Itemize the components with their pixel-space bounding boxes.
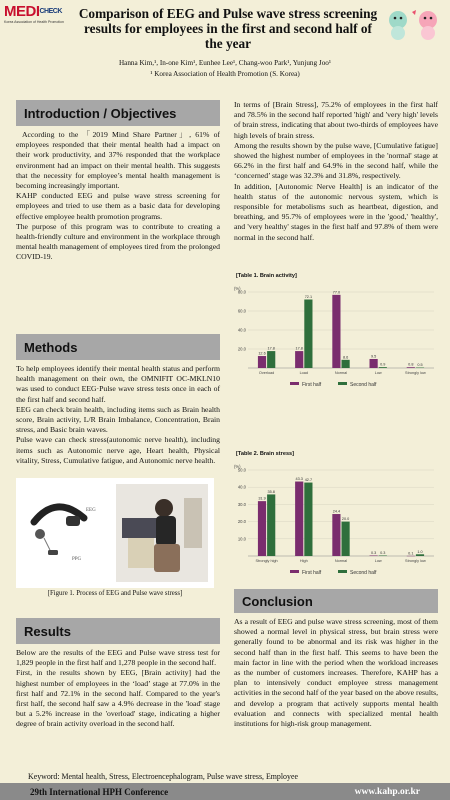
data-label: 0.3 [380,550,386,555]
y-tick-label: 40.0 [237,484,246,490]
bar [304,300,312,368]
data-label: 0.5 [417,363,423,368]
bar [267,494,275,556]
bar [407,367,415,368]
y-tick-label: 20.0 [237,519,246,525]
bar [295,351,303,368]
conference-name: 29th International HPH Conference [30,786,169,797]
bar [258,356,266,368]
affiliation: ¹ Korea Association of Health Promotion (S. Korea) [150,70,300,78]
y-tick-label: 30.0 [237,501,246,507]
data-label: 0.1 [408,551,414,556]
legend-swatch [338,382,347,385]
data-label: 0.3 [370,550,377,555]
legend-swatch [290,570,299,573]
y-tick-label: 40.0 [237,327,246,333]
medicheck-logo: $MEDI^{CHECK}$ Korea Association of Health Promotion [4,3,64,24]
ppg-label: PPG [72,557,82,562]
eeg-label: EEG [86,508,96,513]
poster-title: Comparison of EEG and Pulse wave stress screening results for employees in the first and second half of the year [78,6,378,51]
legend-swatch [338,570,347,573]
bar [370,555,378,556]
headband-device-icon [34,507,84,555]
bar [342,522,350,556]
category-label: Normal [334,559,348,563]
category-label: High [299,559,308,563]
data-label: 24.4 [332,509,341,514]
table2-title: [Table 2. Brain stress] [236,451,295,457]
results-continued-text: In terms of [Brain Stress], 75.2% of employees in the first half and 78.5% in the second half reported 'high' and 'very high' levels of brain stress, indicating that about two-thirds of employees have high levels of brain stress. Among the results shown by the pulse wave, [Cumulative fatigue] showed the highest number of employees in the 'normal' stage at 66.2% in the first half and 64.9% in the second half, while the ‘concerned’ stage was 32.3% and 31.8%, respectively. In addition, [Autonomic Nerve Health] is an indicator of the health status of the autonomic nervous system, which is responsible for metabolisms such as heartbeat, digestion, and breathing, and 95.7% of employees were in the 'good,' 'healthy', and 'very healthy' stages in the first half and 97.8% of them were normal in the second half. [234,100,438,242]
bar [267,351,275,368]
data-label: 12.6 [258,351,266,356]
bar [295,482,303,556]
poster-footer [0,783,450,800]
data-label: 8.6 [342,355,349,360]
category-label: Normal [334,371,348,375]
results-heading: Results [16,618,220,644]
category-label: Strongly high [255,559,278,563]
category-label: Overload [258,371,275,375]
category-label: Strongly low [405,371,426,375]
data-label: 72.1 [304,295,313,300]
legend-swatch [290,382,299,385]
bar [332,514,340,556]
bar [258,501,266,556]
website-url[interactable]: www.kahp.or.kr [354,786,420,797]
data-label: 20.0 [341,517,350,522]
table1-title: [Table 1. Brain activity] [236,273,297,279]
bar [416,554,424,556]
authors: Hanna Kim,¹, In-one Kim¹, Eunhee Lee¹, Chang-woo Park¹, Yunjung Joo¹ [118,59,332,67]
data-label: 43.3 [295,477,303,482]
legend-label: Second half [350,570,377,576]
data-label: 77.0 [332,290,341,295]
intro-text: According to the 「2019 Mind Share Partner」, 61% of employees responded that their mental health had a impact on their work productivity, and 37% responded that the workplace environment had an impact on their mental health. This suggests that the necessity for employee’s mental health management is becoming increasingly important. KAHP conducted EEG and pulse wave stress screening for employees and tried to use them as a basic data for developing effective employee health promotion programs. The purpose of this program was to contribute to creating a health-friendly culture and environment in the workplace through mental health management of employees tired from the prolonged COVID-19. [16,130,220,262]
y-tick-label: 50.0 [237,467,246,473]
data-label: 35.8 [267,489,275,494]
y-axis-label: (%) [234,286,241,291]
bar [342,360,350,368]
y-tick-label: 10.0 [237,536,246,542]
figure-caption: [Figure 1. Process of EEG and Pulse wave stress] [47,590,183,597]
category-label: Strongly low [405,559,426,563]
methods-text: To help employees identify their mental health status and perform health management on their own, the OMNIFIT OC-MKLN10 was used to conduct EEG·Pulse wave stress tests once in each of the first half and second half. EEG can check brain health, including items such as Brain health score, Brain activity, L/R Brain Imbalance, Concentration, Brain stress, and Basic brain waves. Pulse wave can check stress(autonomic nerve health), including items such as Autonomic nerve age, Heart health, Physical vitality, Stress, Cumulative fatigue, and Autonomic nerve health. [16,364,220,465]
brain-stress-chart [232,460,440,582]
conclusion-text: As a result of EEG and pulse wave stress screening, most of them showed a normal level in physical stress, but brain stress were generally found to be abnormal and its risk was higher in the second half than in the first half. This seems to have been the main factor in line with the period when the workload increases as the number of customers increases. Therefore, KAHP has a plan to intensively conduct employee stress management activities in the second half of the year based on the above results, and develop a program that actively supports mental health evaluation and connects with specialized mental health institutions for high-risk group management. [234,617,438,729]
bar [379,555,387,556]
conclusion-heading: Conclusion [234,589,438,613]
data-label: 17.8 [295,346,303,351]
data-label: 17.8 [267,346,275,351]
category-label: Low [374,559,382,563]
data-label: 1.0 [417,549,423,554]
process-figure [16,478,214,588]
y-tick-label: 60.0 [237,308,246,314]
person-photo [116,484,208,582]
data-label: 0.8 [408,362,414,367]
keywords: Keyword: Mental health, Stress, Electroencephalogram, Pulse wave stress, Employee [28,772,298,781]
data-label: 9.5 [370,354,377,359]
data-label: 31.9 [258,496,266,501]
legend-label: First half [302,382,322,388]
y-tick-label: 80.0 [237,289,246,295]
legend-label: First half [302,570,322,576]
bar [304,483,312,556]
results-text: Below are the results of the EEG and Pulse wave stress test for 1,829 people in the first half and 1,278 people in the second half. First, in the results shown by EEG, [Brain activity] had the highest number of employees in the ‘load’ stage at 77.0% in the first half and 72.1% in the second half. Compared to the year's first half, the second half saw a 4.9% decrease in the 'load' stage but a 5.2% increase in the 'overload' stage, indicating a higher degree of brain activity overload in the second half. [16,648,220,729]
bar [370,359,378,368]
data-label: 0.9 [380,362,386,367]
intro-heading: Introduction / Objectives [16,100,220,126]
data-label: 42.7 [304,478,313,483]
y-axis-label: (%) [234,464,241,469]
methods-heading: Methods [16,334,220,360]
category-label: Low [374,371,382,375]
mascot-illustration [382,6,446,42]
brain-activity-chart [232,282,440,394]
legend-label: Second half [350,382,377,388]
bar [379,367,387,368]
poster-header [0,0,450,88]
category-label: Load [299,371,309,375]
bar [332,295,340,368]
y-tick-label: 20.0 [237,346,246,352]
